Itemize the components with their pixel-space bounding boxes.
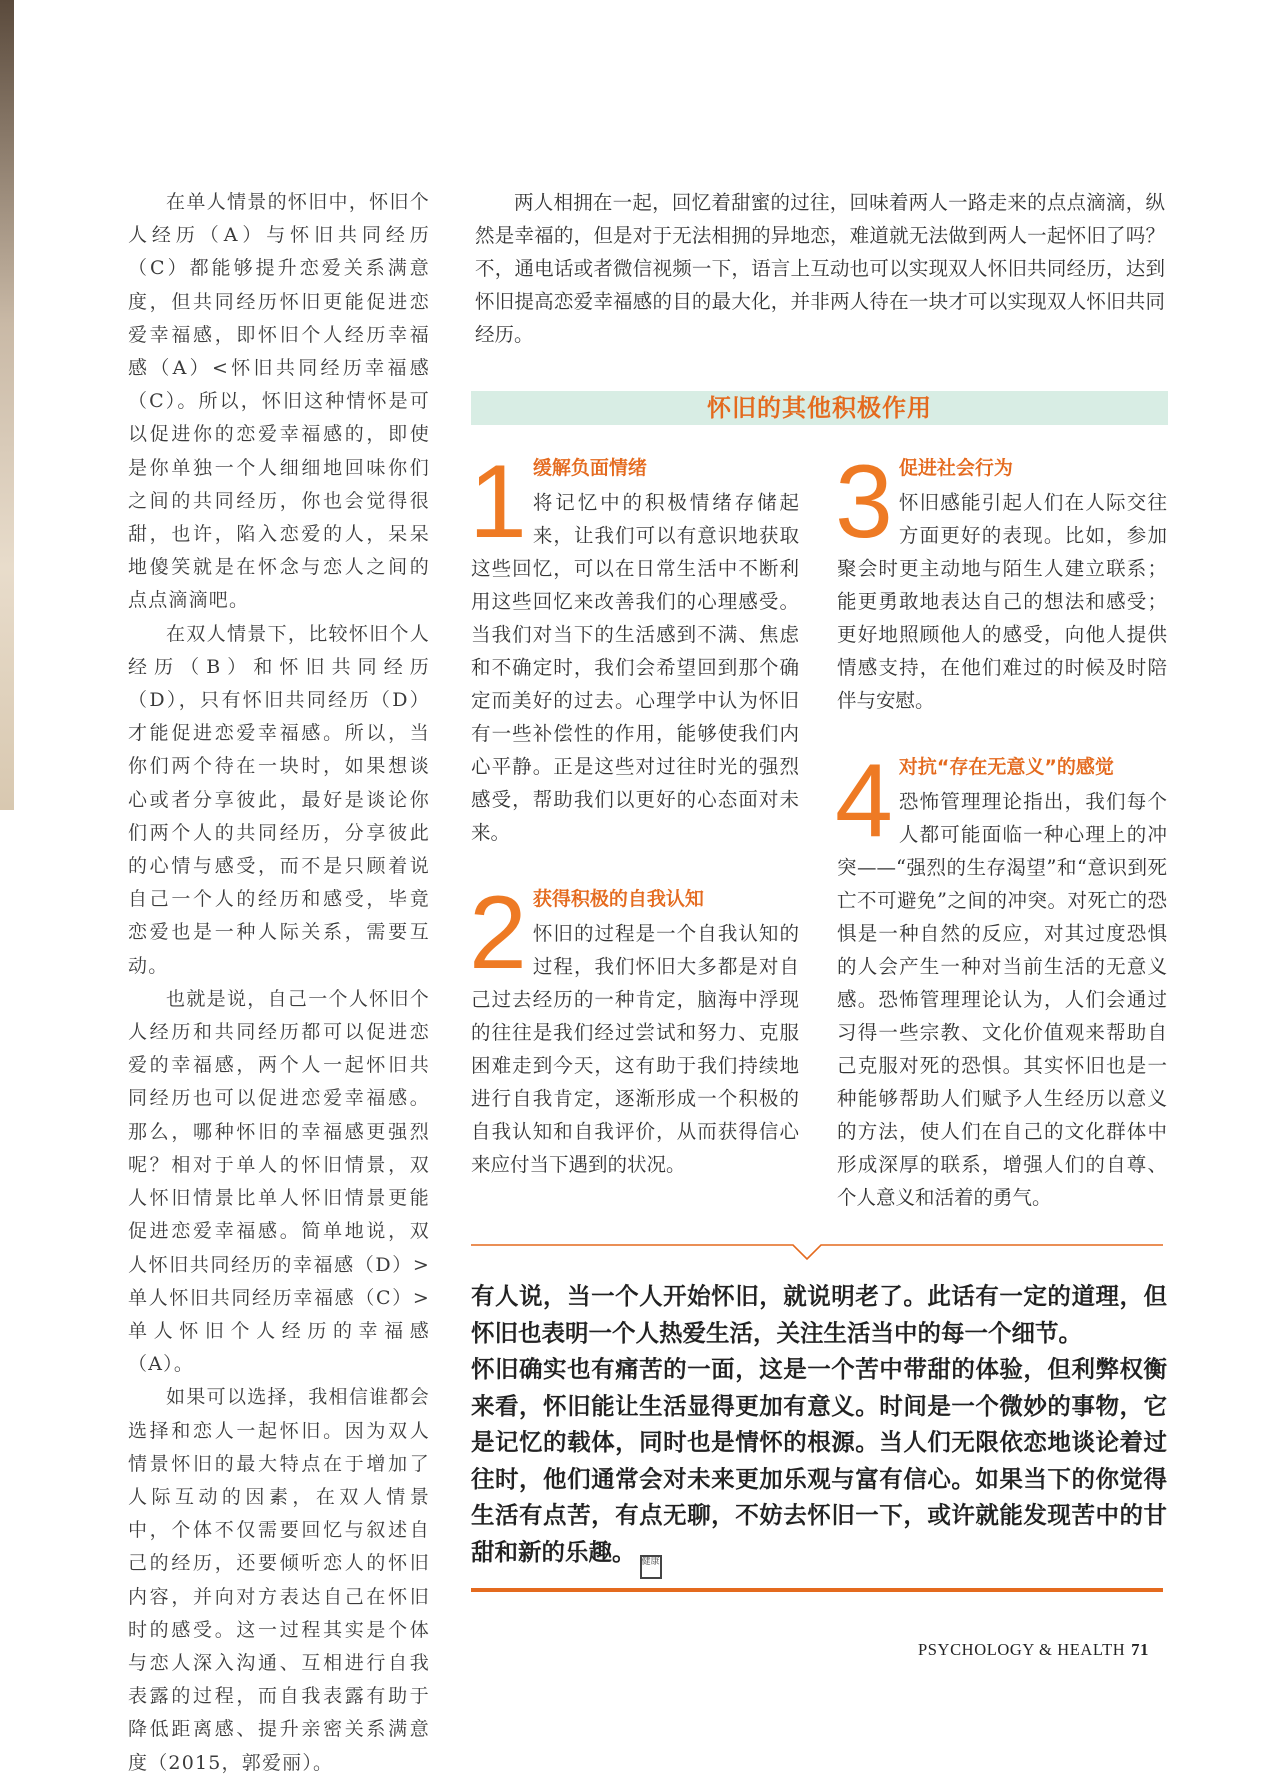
closing-block [471, 1278, 1167, 1579]
intro-paragraph: 两人相拥在一起，回忆着甜蜜的过往，回味着两人一路走来的点点滴滴，纵然是幸福的，但是对于无法相拥的异地恋，难道就无法做到两人一起怀旧了吗？不，通电话或者微信视频一下，语言上互动也可以实现双人怀旧共同经历，达到怀旧提高恋爱幸福感的目的最大化，并非两人待在一块才可以实现双人怀旧共同经历。 [475, 191, 1165, 346]
closing-paragraph-1: 有人说，当一个人开始怀旧，就说明老了。此话有一定的道理，但怀旧也表明一个人热爱生活，关注生活当中的每一个细节。 [471, 1282, 1167, 1347]
item-text-3: 怀旧感能引起人们在人际交往方面更好的表现。比如，参加聚会时更主动地与陌生人建立联系；能更勇敢地表达自己的想法和感受；更好地照顾他人的感受，向他人提供情感支持，在他们难过的时候及时陪伴与安慰。 [837, 491, 1167, 712]
closing-paragraph-2 [471, 1351, 1167, 1579]
item-number-2: 2 [469, 875, 527, 991]
intro-block [475, 186, 1165, 351]
end-mark-seal: 健康 [640, 1555, 662, 1579]
magazine-name: PSYCHOLOGY & HEALTH [918, 1640, 1126, 1659]
item-number-4: 4 [835, 743, 893, 859]
page-footer [918, 1640, 1149, 1660]
item-text-1: 将记忆中的积极情绪存储起来，让我们可以有意识地获取这些回忆，可以在日常生活中不断利用这些回忆来改善我们的心理感受。当我们对当下的生活感到不满、焦虑和不确定时，我们会希望回到那个确定而美好的过去。心理学中认为怀旧有一些补偿性的作用，能够使我们内心平静。正是这些对过往时光的强烈感受，帮助我们以更好的心态面对未来。 [471, 491, 799, 844]
section-title: 怀旧的其他积极作用 [471, 391, 1168, 425]
item-2 [469, 875, 799, 1181]
item-4 [835, 743, 1167, 1214]
item-3 [835, 444, 1167, 717]
closing-divider [471, 1243, 1163, 1265]
left-paragraph-4: 如果可以选择，我相信谁都会选择和恋人一起怀旧。因为双人情景怀旧的最大特点在于增加了人际互动的因素，在双人情景中，个体不仅需要回忆与叙述自己的经历，还要倾听恋人的怀旧内容，并向对方表达自己在怀旧时的感受。这一过程其实是个体与恋人深入沟通、互相进行自我表露的过程，而自我表露有助于降低距离感、提升亲密关系满意度（2015，郭爱丽）。 [128, 1386, 430, 1774]
bottom-rule [471, 1588, 1163, 1592]
item-number-3: 3 [835, 444, 893, 560]
page-number: 71 [1131, 1640, 1149, 1659]
left-paragraph-3: 也就是说，自己一个人怀旧个人经历和共同经历都可以促进恋爱的幸福感，两个人一起怀旧共同经历也可以促进恋爱幸福感。那么，哪种怀旧的幸福感更强烈呢？相对于单人的怀旧情景，双人怀旧情景比单人怀旧情景更能促进恋爱幸福感。简单地说，双人怀旧共同经历的幸福感（D）>单人怀旧共同经历幸福感（C）>单人怀旧个人经历的幸福感（A）。 [128, 987, 430, 1376]
item-title-1: 缓解负面情绪 [532, 457, 647, 479]
left-paragraph-2: 在双人情景下，比较怀旧个人经历（B）和怀旧共同经历（D），只有怀旧共同经历（D）才能促进恋爱幸福感。所以，当你们两个待在一块时，如果想谈心或者分享彼此，最好是谈论你们两个人的共同经历，分享彼此的心情与感受，而不是只顾着说自己一个人的经历和感受，毕竟恋爱也是一种人际关系，需要互动。 [128, 622, 430, 977]
item-title-3: 促进社会行为 [898, 457, 1013, 479]
left-column [128, 186, 430, 1780]
left-edge-photo [0, 0, 14, 810]
item-1 [469, 444, 799, 849]
item-title-2: 获得积极的自我认知 [532, 888, 704, 910]
closing-paragraph-2-text: 怀旧确实也有痛苦的一面，这是一个苦中带甜的体验，但利弊权衡来看，怀旧能让生活显得更加有意义。时间是一个微妙的事物，它是记忆的载体，同时也是情怀的根源。当人们无限依恋地谈论着过往时，他们通常会对未来更加乐观与富有信心。如果当下的你觉得生活有点苦，有点无聊，不妨去怀旧一下，或许就能发现苦中的甘甜和新的乐趣。 [471, 1355, 1167, 1566]
item-number-1: 1 [469, 444, 527, 560]
item-title-4: 对抗“存在无意义”的感觉 [898, 756, 1114, 778]
item-text-2: 怀旧的过程是一个自我认知的过程，我们怀旧大多都是对自己过去经历的一种肯定，脑海中浮现的往往是我们经过尝试和努力、克服困难走到今天，这有助于我们持续地进行自我肯定，逐渐形成一个积极的自我认知和自我评价，从而获得信心来应付当下遇到的状况。 [471, 922, 799, 1176]
item-text-4: 恐怖管理理论指出，我们每个人都可能面临一种心理上的冲突——“强烈的生存渴望”和“意识到死亡不可避免”之间的冲突。对死亡的恐惧是一种自然的反应，对其过度恐惧的人会产生一种对当前生活的无意义感。恐怖管理理论认为，人们会通过习得一些宗教、文化价值观来帮助自己克服对死的恐惧。其实怀旧也是一种能够帮助人们赋予人生经历以意义的方法，使人们在自己的文化群体中形成深厚的联系，增强人们的自尊、个人意义和活着的勇气。 [837, 790, 1167, 1209]
left-paragraph-1: 在单人情景的怀旧中，怀旧个人经历（A）与怀旧共同经历（C）都能够提升恋爱关系满意度，但共同经历怀旧更能促进恋爱幸福感，即怀旧个人经历幸福感（A）<怀旧共同经历幸福感（C）。所以，怀旧这种情怀是可以促进你的恋爱幸福感的，即使是你单独一个人细细地回味你们之间的共同经历，你也会觉得很甜，也许，陷入恋爱的人，呆呆地傻笑就是在怀念与恋人之间的点点滴滴吧。 [128, 191, 430, 612]
